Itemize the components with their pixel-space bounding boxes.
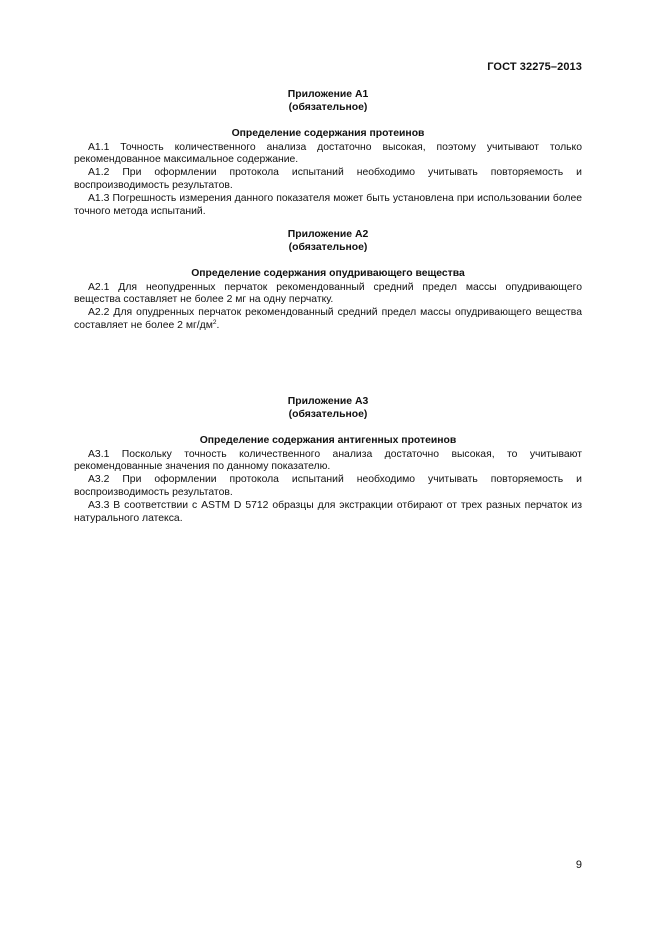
paragraph-a2-2-text: А2.2 Для опудренных перчаток рекомендованный средний предел массы опудривающего вещества составляет не более 2 мг/дм <box>74 307 582 332</box>
annex-status: (обязательное) <box>288 101 368 113</box>
section-title: Определение содержания опудривающего вещества <box>191 268 465 279</box>
annex-a3 <box>74 396 582 526</box>
annex-title: Приложение А1 <box>287 89 369 100</box>
paragraph-a2-2-tail: . <box>216 320 220 332</box>
annex-a1 <box>74 89 582 219</box>
section-title: Определение содержания протеинов <box>231 128 425 139</box>
paragraph-a2-2 <box>74 307 582 333</box>
paragraph-a1-2: А1.2 При оформлении протокола испытаний необходимо учитывать повторяемость и воспроизводимость результатов. <box>74 167 582 192</box>
annex-title: Приложение А3 <box>287 396 369 407</box>
section-title: Определение содержания антигенных протеинов <box>199 435 457 446</box>
paragraph-a3-2: А3.2 При оформлении протокола испытаний необходимо учитывать повторяемость и воспроизводимость результатов. <box>74 474 582 499</box>
annex-a2 <box>74 229 582 333</box>
superscript-2: 2 <box>212 319 217 327</box>
paragraph-a3-3: А3.3 В соответствии с ASTM D 5712 образцы для экстракции отбирают от трех разных перчаток из натурального латекса. <box>74 500 582 525</box>
paragraph-a1-1: А1.1 Точность количественного анализа достаточно высокая, поэтому учитывают только рекомендованное максимальное содержание. <box>74 141 582 166</box>
annex-title: Приложение А2 <box>287 229 369 240</box>
annex-status: (обязательное) <box>288 241 368 253</box>
annex-status: (обязательное) <box>288 408 368 420</box>
document-code: ГОСТ 32275–2013 <box>487 61 582 73</box>
paragraph-a2-1: А2.1 Для неопудренных перчаток рекомендованный средний предел массы опудривающего вещества составляет не более 2 мг на одну перчатку. <box>74 281 582 306</box>
page-number: 9 <box>575 859 582 871</box>
paragraph-a3-1: А3.1 Поскольку точность количественного анализа достаточно высокая, то учитывают рекомендованные значения по данному показателю. <box>74 448 582 473</box>
paragraph-a1-3: А1.3 Погрешность измерения данного показателя может быть установлена при использовании более точного метода испытаний. <box>74 193 582 218</box>
